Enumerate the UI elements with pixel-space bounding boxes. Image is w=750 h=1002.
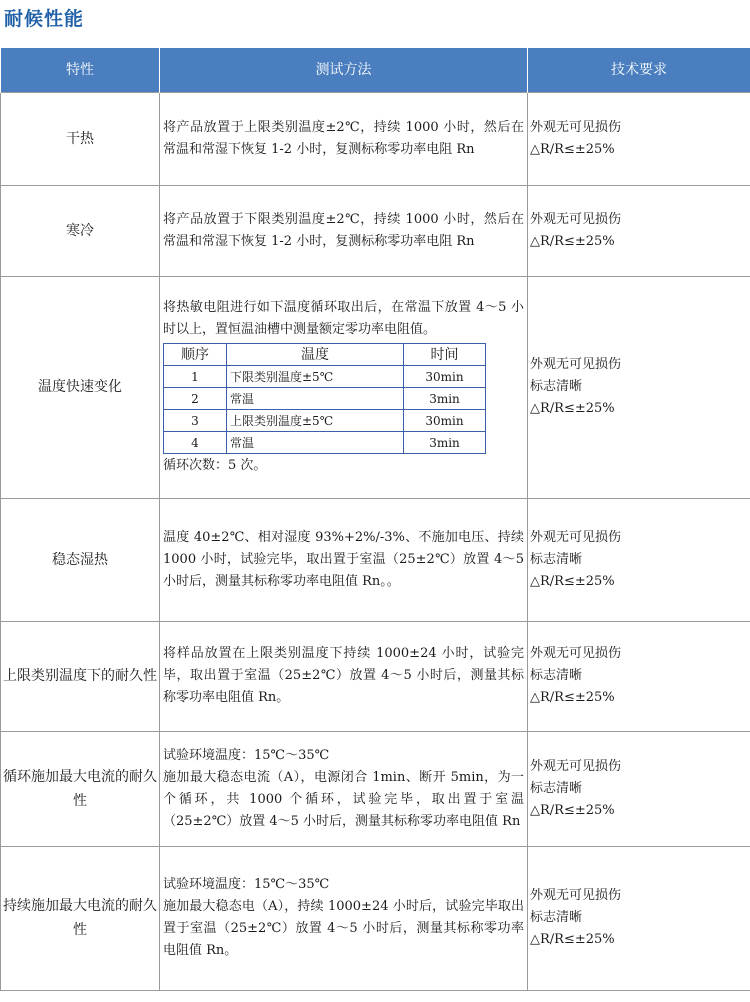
- requirement-line: 标志清晰: [530, 551, 583, 567]
- cycle-time: 3min: [404, 388, 486, 410]
- header-method: 测试方法: [160, 48, 528, 92]
- property-cell: 循环施加最大电流的耐久性: [1, 731, 160, 846]
- cycle-time: 30min: [404, 366, 486, 388]
- requirement-line: 标志清晰: [530, 780, 583, 796]
- method-cell: [160, 276, 528, 498]
- requirement-line: 外观无可见损伤: [530, 119, 622, 135]
- cycle-row: [164, 366, 486, 388]
- property-cell: 干热: [1, 92, 160, 185]
- table-row: [1, 846, 750, 990]
- cycle-order: 3: [164, 410, 227, 432]
- requirement-line: 外观无可见损伤: [530, 758, 622, 774]
- requirement-line: △R/R≤±25%: [530, 233, 615, 249]
- property-cell: 上限类别温度下的耐久性: [1, 621, 160, 731]
- requirement-line: 外观无可见损伤: [530, 888, 622, 903]
- requirement-cell: [528, 276, 750, 498]
- cycle-header-order: 顺序: [164, 344, 227, 366]
- requirement-line: △R/R≤±25%: [530, 141, 615, 157]
- requirement-cell: [528, 731, 750, 846]
- cycle-time: 30min: [404, 410, 486, 432]
- property-cell: 稳态湿热: [1, 498, 160, 621]
- cycle-temperature: 上限类别温度±5℃: [227, 410, 404, 432]
- cycle-temperature: 常温: [227, 432, 404, 454]
- table-row: [1, 185, 750, 276]
- table-row: [1, 276, 750, 498]
- requirement-line: 外观无可见损伤: [530, 529, 622, 545]
- method-cell: 将样品放置在上限类别温度下持续 1000±24 小时，试验完毕，取出置于室温（25±2℃）放置 4～5 小时后，测量其标称零功率电阻值 Rn。: [160, 621, 528, 731]
- temperature-cycle-table: [163, 343, 486, 454]
- requirement-line: 标志清晰: [530, 379, 583, 394]
- method-cell: 温度 40±2℃、相对湿度 93%+2%/-3%、不施加电压、持续 1000 小时，试验完毕，取出置于室温（25±2℃）放置 4～5 小时后，测量其标称零功率电阻值 Rn。。: [160, 498, 528, 621]
- requirement-line: 外观无可见损伤: [530, 646, 622, 661]
- cycle-header-time: 时间: [404, 344, 486, 366]
- cycle-order: 2: [164, 388, 227, 410]
- requirement-line: △R/R≤±25%: [530, 401, 615, 416]
- requirement-cell: [528, 846, 750, 990]
- requirement-line: △R/R≤±25%: [530, 802, 615, 818]
- requirement-line: 标志清晰: [530, 910, 583, 925]
- property-cell: 持续施加最大电流的耐久性: [1, 846, 160, 990]
- table-row: [1, 498, 750, 621]
- table-header-row: [1, 48, 750, 92]
- requirement-line: △R/R≤±25%: [530, 573, 615, 589]
- cycle-row: [164, 432, 486, 454]
- cycle-header-row: [164, 344, 486, 366]
- method-cell: [160, 731, 528, 846]
- property-cell: 温度快速变化: [1, 276, 160, 498]
- method-body: 施加最大稳态电（A），持续 1000±24 小时后，试验完毕取出置于室温（25±2℃）放置 4～5 小时后，测量其标称零功率电阻值 Rn。: [163, 899, 524, 958]
- requirement-line: 外观无可见损伤: [530, 357, 622, 372]
- cycle-temperature: 下限类别温度±5℃: [227, 366, 404, 388]
- cycle-order: 1: [164, 366, 227, 388]
- cycle-header-temperature: 温度: [227, 344, 404, 366]
- cycle-row: [164, 388, 486, 410]
- method-cell: [160, 846, 528, 990]
- method-body: 施加最大稳态电流（A），电源闭合 1min、断开 5min，为一个循环，共 1000 个循环，试验完毕，取出置于室温（25±2℃）放置 4～5 小时后，测量其标称零功率电阻值 Rn: [163, 769, 524, 829]
- requirement-line: 外观无可见损伤: [530, 211, 622, 227]
- cycle-order: 4: [164, 432, 227, 454]
- method-cell: 将产品放置于上限类别温度±2℃，持续 1000 小时，然后在常温和常湿下恢复 1-2 小时，复测标称零功率电阻 Rn: [160, 92, 528, 185]
- weather-resistance-table: [0, 48, 750, 991]
- requirement-cell: [528, 498, 750, 621]
- header-requirement: 技术要求: [528, 48, 750, 92]
- requirement-cell: [528, 92, 750, 185]
- cycle-temperature: 常温: [227, 388, 404, 410]
- cycle-time: 3min: [404, 432, 486, 454]
- table-row: [1, 92, 750, 185]
- method-outro: 循环次数：5 次。: [163, 458, 267, 473]
- requirement-line: 标志清晰: [530, 668, 583, 683]
- requirement-line: △R/R≤±25%: [530, 932, 615, 947]
- method-env: 试验环境温度：15℃～35℃: [163, 877, 330, 892]
- method-cell: 将产品放置于下限类别温度±2℃，持续 1000 小时，然后在常温和常湿下恢复 1-2 小时，复测标称零功率电阻 Rn: [160, 185, 528, 276]
- method-intro: 将热敏电阻进行如下温度循环取出后，在常温下放置 4～5 小时以上，置恒温油槽中测量额定零功率电阻值。: [163, 300, 524, 337]
- table-row: [1, 731, 750, 846]
- requirement-cell: [528, 185, 750, 276]
- cycle-row: [164, 410, 486, 432]
- property-cell: 寒冷: [1, 185, 160, 276]
- method-env: 试验环境温度：15℃～35℃: [163, 747, 330, 763]
- requirement-cell: [528, 621, 750, 731]
- page-title: 耐候性能: [4, 8, 85, 30]
- header-property: 特性: [1, 48, 160, 92]
- requirement-line: △R/R≤±25%: [530, 690, 615, 705]
- table-row: [1, 621, 750, 731]
